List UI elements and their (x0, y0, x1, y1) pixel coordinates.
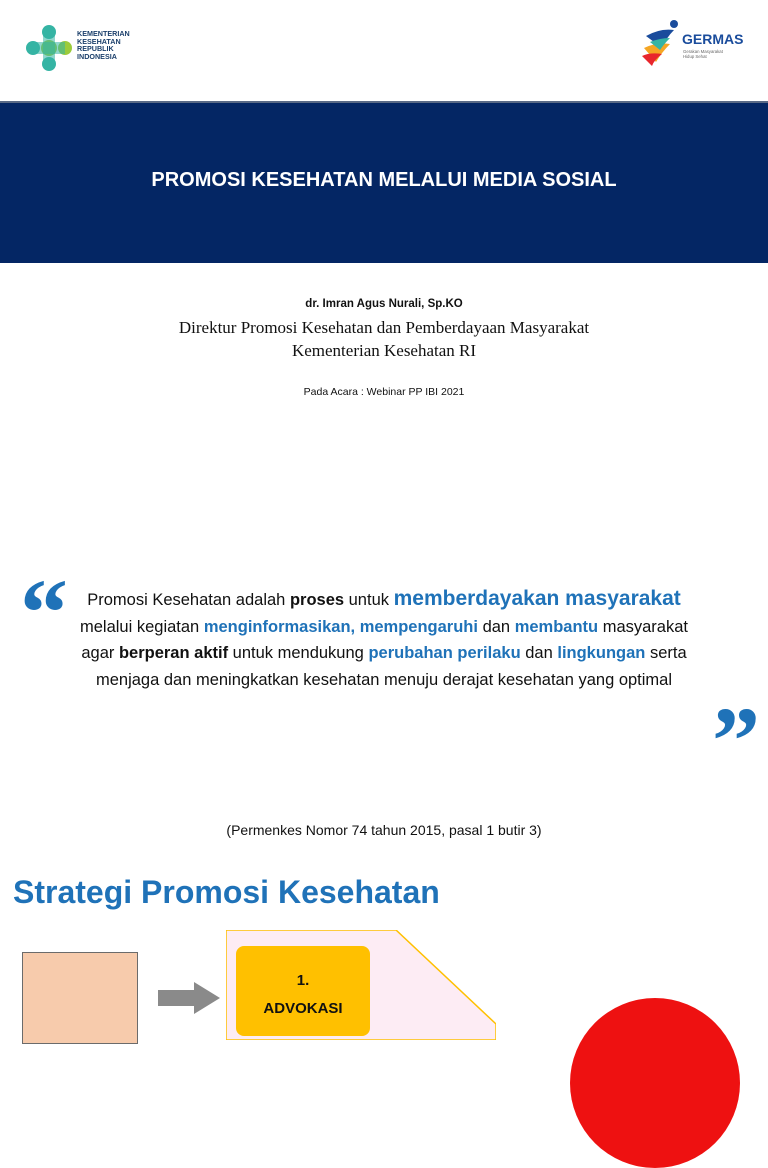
quote-emphasis: berperan aktif (118, 644, 229, 662)
quote-text: untuk (344, 591, 394, 609)
ministry-line-3: REPUBLIK (77, 44, 114, 54)
position-line-2: Kementerian Kesehatan RI (291, 341, 477, 360)
germas-sub-line-1: Gerakan Masyarakat (683, 49, 723, 54)
peach-box (22, 952, 138, 1044)
strategy-title: Strategi Promosi Kesehatan (13, 874, 440, 910)
close-quote-icon: ” (712, 687, 760, 794)
position-line-1: Direktur Promosi Kesehatan dan Pemberdayaan Masyarakat (178, 318, 590, 337)
kemenkes-cross-logo-icon (25, 24, 73, 72)
quote-text: masyarakat agar (81, 617, 688, 662)
presenter-position (0, 316, 768, 362)
quote-text: untuk mendukung (228, 644, 369, 662)
quote-highlight: lingkungan (557, 644, 646, 662)
kemenkes-logo (25, 24, 165, 74)
ministry-line-4: INDONESIA (77, 51, 117, 61)
quote-text: melalui kegiatan (80, 617, 204, 636)
advokasi-box (236, 946, 370, 1036)
open-quote-icon: “ (20, 559, 68, 666)
quote-emphasis: proses (289, 591, 345, 609)
germas-title: GERMAS (682, 31, 744, 47)
germas-subtitle (683, 49, 723, 59)
quote-highlight: menginformasikan, mempengaruhi (203, 617, 478, 636)
ministry-logo-text (77, 30, 130, 60)
quote-highlight-large: memberdayakan masyarakat (393, 587, 681, 610)
quote-highlight: membantu (514, 617, 599, 636)
ministry-line-1: KEMENTERIAN (77, 29, 130, 38)
quote-text: serta menjaga dan meningkatkan kesehatan menuju derajat kesehatan yang optimal (95, 644, 687, 689)
quote-text: dan (477, 617, 515, 636)
right-arrow-icon (158, 982, 220, 1014)
germas-logo (640, 18, 752, 68)
advokasi-label: ADVOKASI (263, 1000, 343, 1017)
germas-figure-logo-icon (640, 18, 682, 68)
quote-text: Promosi Kesehatan adalah (87, 591, 290, 609)
title-band (0, 101, 768, 263)
germas-sub-line-2: Hidup Sehat (683, 54, 707, 59)
citation: (Permenkes Nomor 74 tahun 2015, pasal 1 butir 3) (226, 822, 542, 838)
definition-quote (70, 586, 698, 693)
quote-text: dan (520, 644, 558, 662)
ministry-line-2: KESEHATAN (77, 36, 121, 46)
quote-highlight: perubahan perilaku (368, 644, 521, 662)
event-name: Pada Acara : Webinar PP IBI 2021 (303, 386, 465, 398)
presenter-name: dr. Imran Agus Nurali, Sp.KO (305, 298, 463, 310)
presentation-title: PROMOSI KESEHATAN MELALUI MEDIA SOSIAL (151, 169, 617, 191)
advokasi-number: 1. (296, 972, 310, 989)
